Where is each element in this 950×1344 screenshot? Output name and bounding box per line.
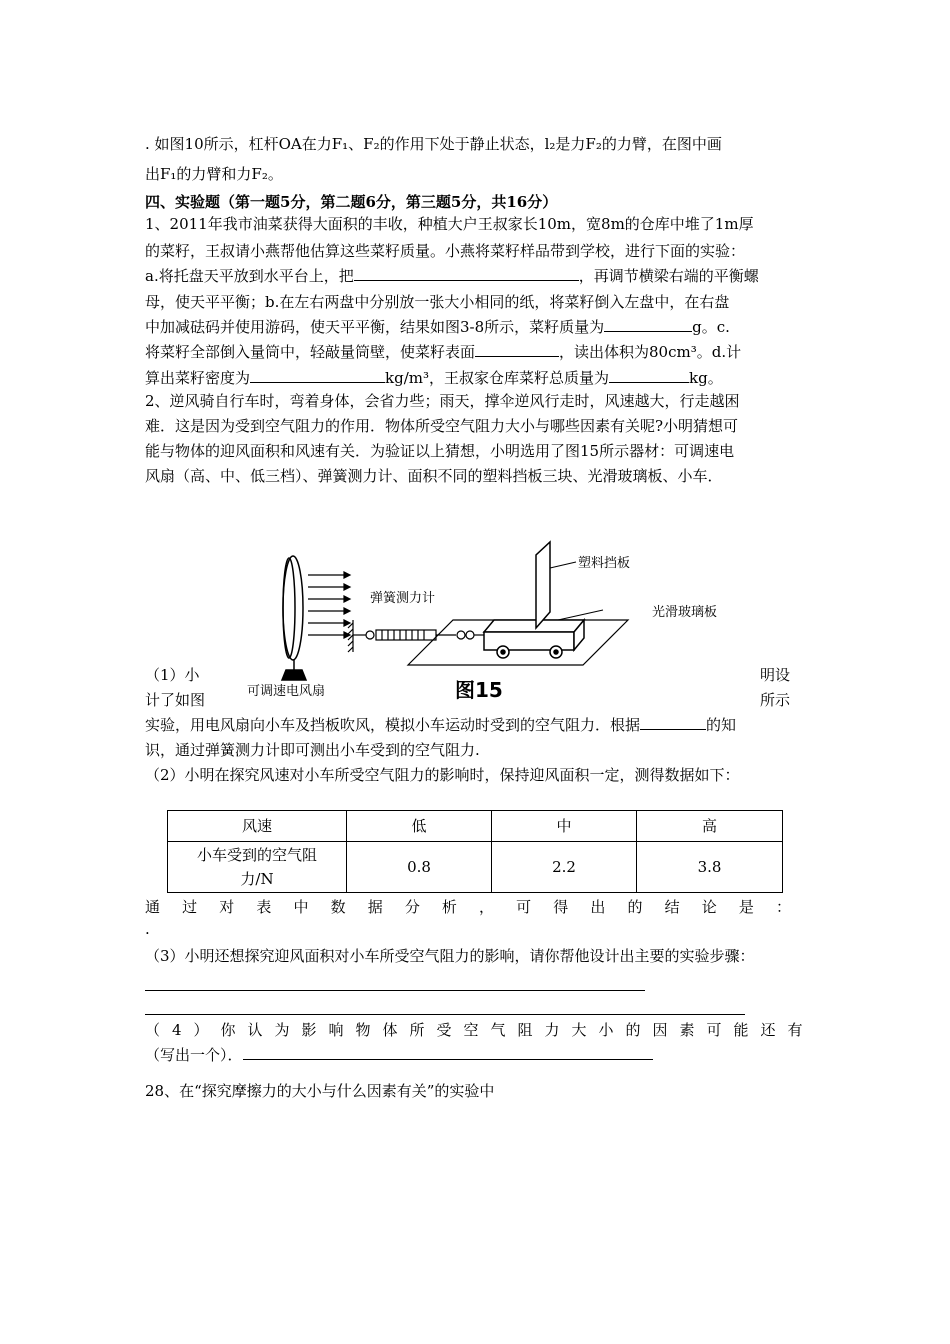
answer-blank-4[interactable] (250, 367, 385, 383)
line-lever (145, 133, 722, 155)
q2-a-text: 2、逆风骑自行车时，弯着身体，会省力些；雨天，撑伞逆风行走时，风速越大，行走越困 (145, 392, 740, 410)
answer-line-2[interactable] (145, 1014, 745, 1015)
q1-line-d: 母，使天平平衡；b.在左右两盘中分别放一张大小相同的纸，将菜籽倒入左盘中，在右盘 (145, 293, 730, 311)
q1-g3: kg。 (689, 369, 723, 387)
answer-blank-1[interactable] (354, 265, 579, 281)
spring-scale (353, 630, 484, 640)
p1-left-a: （1）小 (145, 666, 200, 684)
label-glass-plate: 光滑玻璃板 (652, 605, 718, 620)
q1-e2: g。c. (692, 318, 730, 336)
table-header-row (168, 811, 783, 842)
line-lever-2: 出F₁的力臂和力F₂。 (145, 165, 283, 183)
table-row-label (168, 842, 347, 893)
p2-conclusion-dot: . (145, 920, 150, 938)
table-header-cell: 低 (347, 811, 492, 842)
p2-line: （2）小明在探究风速对小车所受空气阻力的影响时，保持迎风面积一定，测得数据如下： (145, 766, 740, 784)
q1-line-f (145, 341, 741, 363)
p1-right-b: 所示 (760, 691, 791, 709)
answer-blank-3[interactable] (475, 341, 559, 357)
q1-c2: ，再调节横梁右端的平衡螺 (578, 267, 759, 285)
lever-text-2: l₂是力F₂的力臂，在图中画 (544, 135, 722, 153)
plastic-board (536, 542, 550, 628)
q1-line-g (145, 367, 723, 389)
answer-blank-2[interactable] (604, 316, 692, 332)
p1-c2: 的知 (706, 716, 737, 734)
label-plastic-board: 塑料挡板 (578, 556, 631, 571)
q1-c1: a.将托盘天平放到水平台上，把 (145, 267, 354, 285)
q1-g1: 算出菜籽密度为 (145, 369, 251, 387)
q1-e1: 中加减砝码并使用游码，使天平平衡，结果如图3-8所示，菜籽质量为 (145, 318, 605, 336)
q1-f1: 将菜籽全部倒入量筒中，轻敲量筒壁，使菜籽表面 (145, 343, 476, 361)
answer-blank-5[interactable] (609, 367, 689, 383)
q1-line-c (145, 265, 759, 287)
p1-left-b: 计了如图 (145, 691, 206, 709)
fan-drawing (282, 556, 306, 680)
q28-line: 28、在“探究摩擦力的大小与什么因素有关”的实验中 (145, 1082, 495, 1100)
figure-caption: 图15 (455, 678, 503, 702)
table-cell: 0.8 (347, 842, 492, 893)
section-heading: 四、实验题（第一题5分，第二题6分，第三题5分，共16分） (145, 193, 558, 211)
lever-text: . 如图10所示，杠杆OA在力F₁、F₂的作用下处于静止状态， (145, 135, 545, 153)
p4-line-a: （4）你认为影响物体所受空气阻力大小的因素可能还有 (145, 1021, 815, 1039)
q2-line-d: 风扇（高、中、低三档）、弹簧测力计、面积不同的塑料挡板三块、光滑玻璃板、小车． (145, 467, 723, 485)
row-label-line2: 力/N (240, 870, 274, 888)
answer-line-1[interactable] (145, 990, 645, 991)
wind-arrows (308, 572, 350, 638)
p4-line-b (145, 1044, 653, 1066)
data-table (167, 810, 783, 893)
cart (484, 620, 584, 658)
q2-line-a (145, 390, 740, 412)
p1-line-c (145, 714, 736, 736)
q1-line-a: 1、2011年我市油菜获得大面积的丰收，种植大户王叔家长10m，宽8m的仓库中堆了1m厚 (145, 215, 754, 233)
q2-line-c: 能与物体的迎风面积和风速有关．为验证以上猜想，小明选用了图15所示器材：可调速电 (145, 442, 735, 460)
p4-b-text: （写出一个）． (145, 1046, 243, 1064)
table-row (168, 842, 783, 893)
table-header-cell: 中 (492, 811, 637, 842)
q1-g2: kg/m³，王叔家仓库菜籽总质量为 (385, 369, 609, 387)
label-spring-scale: 弹簧测力计 (370, 591, 436, 606)
table-header-cell: 高 (637, 811, 783, 842)
table-header-cell: 风速 (168, 811, 347, 842)
p2-conclusion: 通过对表中数据分析，可得出的结论是： (145, 898, 805, 916)
p1-line-d: 识，通过弹簧测力计即可测出小车受到的空气阻力. (145, 741, 480, 759)
p3-line: （3）小明还想探究迎风面积对小车所受空气阻力的影响，请你帮他设计出主要的实验步骤： (145, 947, 755, 965)
q1-line-b: 的菜籽，王叔请小燕帮他估算这些菜籽质量。小燕将菜籽样品带到学校，进行下面的实验： (145, 242, 746, 260)
answer-blank-6[interactable] (640, 714, 706, 730)
row-label-line1: 小车受到的空气阻 (196, 846, 317, 864)
q2-line-b: 难．这是因为受到空气阻力的作用．物体所受空气阻力大小与哪些因素有关呢?小明猜想可 (145, 417, 739, 435)
answer-blank-7[interactable] (243, 1044, 653, 1060)
q1-line-e (145, 316, 730, 338)
p1-right-a: 明设 (760, 666, 791, 684)
p1-c1: 实验，用电风扇向小车及挡板吹风，模拟小车运动时受到的空气阻力．根据 (145, 716, 641, 734)
table-cell: 2.2 (492, 842, 637, 893)
q1-f2: ，读出体积为80cm³。d.计 (559, 343, 742, 361)
table-cell: 3.8 (637, 842, 783, 893)
label-fan: 可调速电风扇 (247, 684, 326, 699)
